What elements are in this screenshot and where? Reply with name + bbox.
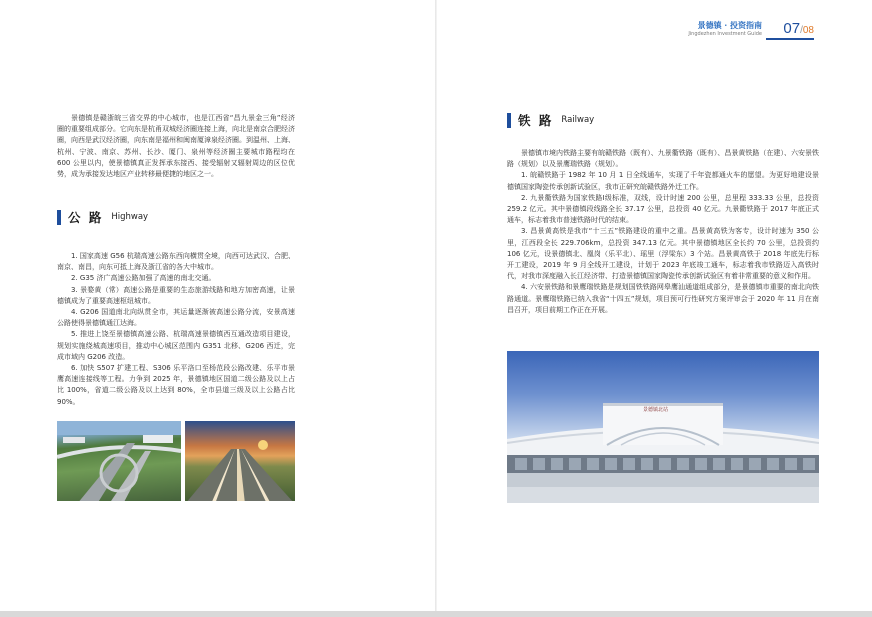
highway-interchange-photo — [57, 421, 181, 504]
intro-paragraph: 景德镇是赣浙皖三省交界的中心城市，也是江西省“昌九景金三角”经济圈的重要组成部分。它向东是杭甬双城经济圈连接上海，向北是南京合肥经济圈，向西是武汉经济圈，向东南是福州和闽南厦漳泉经济圈。到温州、上海、杭州、宁波、南京、苏州、长沙、厦门、泉州等经济圈主要城市路程均在 600 公里以内，使景德镇真正发挥承东接西、接受辐射又辐射周边的区位优势，成为承接发达地区产业转移最便捷的地区之一。 — [57, 114, 295, 179]
photo-divider — [57, 501, 295, 504]
highway-item: 5. 推进上饶至景德镇高速公路、杭瑞高速景德镇西互通改造项目建设，规划实施绕城高速项目，推动中心城区范围内 G351 北移、G206 西迁，完成市域内 G206 改造。 — [57, 330, 295, 361]
page-gutter — [435, 0, 437, 617]
page-separator: / — [800, 25, 803, 36]
railway-item: 1. 皖赣铁路于 1982 年 10 月 1 日全线通车，实现了千年瓷都通火车的愿望。为更好地建设景德镇国家陶瓷传承创新试验区，我市正研究皖赣铁路外迁工作。 — [507, 171, 819, 191]
railway-title-en: Railway — [561, 115, 595, 125]
station-sign: 景德镇北站 — [643, 407, 669, 413]
railway-item: 3. 昌景黄高铁是我市“十三五”铁路建设的重中之重。昌景黄高铁为客专，设计时速为 350 公里，江西段全长 229.706km，总投资 347.13 亿元。其中景德镇地区全长约 70 公里，总投资约 106 亿元，设景德镇北、凰岗（乐平北）、瑶里（浮梁东）3 个站。昌景黄高铁于 2018 年底先行标开工建设，2019 年 9 月全线开工建设，计划于 2023 年底竣工通车，标志着我市铁路迈入高铁时代，对我市深度融入长江经济带、打造景德镇国家陶瓷传承创新试验区有着非常重要的意义和作用。 — [507, 227, 819, 281]
page-total: 08 — [802, 25, 814, 36]
section-bar-icon — [57, 210, 61, 225]
sunset-road-illustration — [185, 421, 295, 504]
page-current: 07 — [783, 20, 801, 37]
railway-intro: 景德镇市境内铁路主要有皖赣铁路（既有）、九景衢铁路（既有）、昌景黄铁路（在建）、六安景铁路（规划）以及景鹰瑞铁路（规划）。 — [507, 149, 819, 169]
highway-item: 4. G206 国道南北向纵贯全市，其运量逐渐被高速公路分流，安景高速公路使得景德镇通江达海。 — [57, 308, 295, 328]
intro-block — [57, 113, 295, 180]
highway-item: 1. 国家高速 G56 杭瑞高速公路东西向横贯全境，向西可达武汉、合肥、南京、南昌，向东可抵上海及浙江省的各大中城市。 — [57, 252, 295, 272]
railway-station-photo — [507, 351, 819, 503]
highway-item: 6. 加快 S507 扩建工程、S306 乐平洛口至杨范段公路改建、乐平市景鹰高速连接线等工程。力争到 2025 年，景德镇地区国道二级公路及以上占比 100%，省道二级公路及以上达到 80%，全市县道三级及以上公路占比 90%。 — [57, 364, 295, 406]
railway-item: 4. 六安景铁路和景鹰瑞铁路是规划国铁铁路网皋鹰汕通道组成部分，是景德镇市重要的南北向铁路通道。景鹰瑞铁路已纳入我省“十四五”规划，项目预可行性研究方案评审会于 2020 年 11 月在南昌召开，项目前期工作正在开展。 — [507, 283, 819, 314]
highway-list — [57, 251, 295, 408]
header-rule — [766, 38, 814, 40]
interchange-illustration — [57, 421, 181, 504]
highway-title-cn: 公 路 — [68, 210, 104, 225]
station-illustration — [507, 351, 819, 503]
brand-subtitle: Jingdezhen Investment Guide — [688, 31, 762, 37]
railway-heading — [507, 111, 594, 129]
highway-sunset-photo — [185, 421, 295, 504]
bottom-strip — [0, 611, 872, 617]
brand-title: 景德镇 · 投资指南 — [697, 20, 762, 30]
highway-item: 2. G35 济广高速公路加强了高速的南北交通。 — [71, 274, 216, 283]
railway-text — [507, 148, 819, 316]
highway-title-en: Highway — [111, 212, 149, 222]
highway-heading — [57, 208, 148, 226]
section-bar-icon — [507, 113, 511, 128]
page-number — [783, 20, 814, 38]
railway-title-cn: 铁 路 — [518, 113, 554, 128]
highway-item: 3. 景婺黄（常）高速公路是重要的生态旅游线路和地方加密高速，让景德镇成为了重要高速枢纽城市。 — [57, 285, 295, 305]
railway-item: 2. 九景衢铁路为国家铁路Ⅰ级标准，双线，设计时速 200 公里，总里程 333.33 公里，总投资 259.2 亿元。其中景德镇段线路全长 37.17 公里，总投资 40 亿元。九景衢铁路于 2017 年底正式通车，标志着我市普速铁路时代的结束。 — [507, 193, 819, 225]
